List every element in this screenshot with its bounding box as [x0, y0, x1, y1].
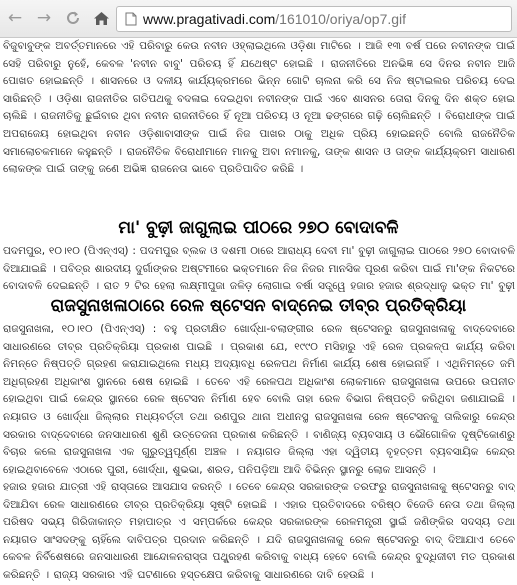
reload-icon[interactable]	[62, 7, 84, 29]
home-icon[interactable]	[90, 7, 112, 29]
article-dateline-paragraph: ପଦମପୁର, ୧୦।୧୦ (ପିଏନ୍ଏସ୍) : ପଦମପୁର ବ୍ଲକ ଓ ଦଶମୀ ୦ାରେ ଆରାଧ୍ୟ ଦେବୀ ମା' ବୁଢ଼ୀ ଜାଗୁଲାଇ ପାଠରେ ୨୭୦ ବୋଦାବଳି ଦିଆଯାଇଛି । ପବିତ୍ର ଶାରଦୀୟ ଦୁର୍ଗାଙ୍କର ଅଷ୍ଟମୀରେ ଭକ୍ତମାନେ ନିଜ ନିଜର ମାନସିକ ପୂରଣ କରିବା ପାଇଁ ମା'ଙ୍କ ନିକଟରେ ବୋଦାବଳି ଦେଇଛନ୍ତି । ରାତ ୨ ଟିର ହେଲା ଲକ୍ଷ୍ମୀପୁଜା ଜଳିଡ଼ ଲୋଗାଇ ବର୍ଷା ସତ୍ତ୍ୱେ ହଜାର ହଜାର ଶ୍ରଦ୍ଧାଳୁ ଭକ୍ତ ମା' ବୁଢ଼ୀ	[3, 245, 515, 293]
article-paragraph: ରାଜସୁନାଖଳା, ୧୦।୧୦ (ପିଏନ୍ଏସ୍) : ବହୁ ପ୍ରତୀକ୍ଷିତ ଖୋର୍ଦ୍ଧା-ବଲାଙ୍ଗୀର ରେଳ ଷ୍ଟେସନରୁ ରାଜସୁନାଖଳାକୁ ବାଦ୍‌ଦେବାରେ ସାଧାରଣରେ ତୀବ୍ର ପ୍ରତିକ୍ରିୟା ପ୍ରକାଶ ପାଇଛି । ପ୍ରକାଶ ଯେ, ୧୯୯୦ ମସିହାରୁ ଏହି ରେଳ ପ୍ରକଳ୍ପ କାର୍ଯ୍ୟ କରିବା ନିମନ୍ତେ ନିଷ୍ପତ୍ତି ଗ୍ରହଣ କରାଯାଇଥିଲେ ମଧ୍ୟ ଅଦ୍ୟାବଧି ରେଳପଥ ନିର୍ମାଣ କାର୍ଯ୍ୟ ଶେଷ ହୋଇନାହିଁ । ଏଥିନିମନ୍ତେ ଜମି ଅଧିଗ୍ରହଣ ଅଧିକାଂଶ ସ୍ଥାନରେ ଶେଷ ହୋଇଛି । ତେବେ ଏହି ରେଳପଥ ଅଧିକାଂଶ ଲୋକମାନେ ରାଜସୁନାଖଳା ଉପରେ ଉପନୀତ ହୋଇଥିବା ପାଇଁ କେନ୍ଦ୍ର ସ୍ଥାନରେ ରେଳ ଷ୍ଟେସନ ନିର୍ମାଣ ହେବ ବୋଲି ତାହା ରେଳ ବିଭାଗ ନିଷ୍ପତ୍ତି କରିଥିବା ଜଣାଯାଇଛି । ନୟାଗଡ ଓ ଖୋର୍ଦ୍ଧା ଜିଲ୍ଲାର ମଧ୍ୟବର୍ତ୍ତୀ ତଥା ରଣପୁର ଥାନା ଅଧୀନସ୍ଥ ରାଜସୁନାଖଳା ରେଳ ଷ୍ଟେସନକୁ ତାଲିକାରୁ କେନ୍ଦ୍ର ସରକାର ବାଦ୍‌ଦେବାରେ ଜନସାଧାରଣ ଶୁଣି ଉତ୍ତେଜନା ପ୍ରକାଶ କରିଛନ୍ତି । ବାଣିଜ୍ୟ ବ୍ୟବସାୟ ଓ ଭୌଗୋଳିକ ଦୃଷ୍ଟିକୋଣରୁ ବିଚାର କଲେ ରାଜସୁନାଖଳା ଏକ ଗୁରୁତ୍ୱପୂର୍ଣ୍ଣ ଅଞ୍ଚଳ । ନୟାଗଡ ଜିଲ୍ଲା ଏହା ଦ୍ୱିତୀୟ ବୃହତ୍ତମ ବ୍ୟବସାୟିକ କେନ୍ଦ୍ର ହୋଇଥିବାବେଳେ ଏଠାରେ ପୁରୀ, ଖୋର୍ଦ୍ଧା, ଶୁଭଭା, ଶରଡ, ପନିପଡ଼ିଆ ଆଦି ବିଭିନ୍ନ ସ୍ଥାନରୁ ଲୋକ ଆସନ୍ତି ।	[3, 323, 515, 476]
house-icon	[93, 10, 110, 27]
reload-arrow-icon	[65, 10, 81, 26]
article-paragraph: ହଜାର ହଜାର ଯାତ୍ରୀ ଏହି ରାସ୍ତାରେ ଆସଯାସ କରନ୍ତି । ତେବେ କେନ୍ଦ୍ର ସରକାରଙ୍କ ତରଫରୁ ରାଜସୁନାଖଳାକୁ ଷ୍ଟେସନରୁ ବାଦ୍ ଦିଆଯିବା ରେଳ ସାଧାରଣରେ ତୀବ୍ର ପ୍ରତିକ୍ରିୟା ସୃଷ୍ଟି ହୋଇଛି । ଏହାର ପ୍ରତିବାଦରେ ବରିଷ୍ଠ ବିଜେଡି ନେତା ତଥା ଜିଲ୍ଲା ପରିଷଦ ସଭ୍ୟ ଗିରିଜାକାନ୍ତ ମହାପାତ୍ର ଏ ସମ୍ପର୍କରେ କେନ୍ଦ୍ର ସରକାରଙ୍କ ରେଳମନ୍ତ୍ରୀ ସ୍ଥାଇଁ ଜଣିଙ୍କିର ସଦସ୍ୟ ତଥା ନୟାଗଡ ସାଂସଦଙ୍କୁ ଚାହିଁଲେ ଦାବିପତ୍ର ପ୍ରଦାନ କରିଛନ୍ତି । ଯଦି ରାଜସୁନାଖଳାକୁ ରେଳ ଷ୍ଟେସନରୁ ବାଦ୍ ଦିଆଯାଏ ତେବେ କେବଳ ନିର୍ବିଶେଷରେ ଜନସାଧାରଣ ଆନ୍ଦୋଳନରାସ୍ତା ପଥ୍ଗ୍ରହଣ କରିବାକୁ ବାଧ୍ୟ ହେବେ ବୋଲି କେନ୍ଦ୍ର ବୁଦ୍ଧିଜୀବୀ ମତ ପ୍ରକାଶ କରିଛନ୍ତି । ରାଜ୍ୟ ସରକାର ଏହି ଘଟଣାରେ ହସ୍ତକ୍ଷେପ କରିବାକୁ ସାଧାରଣରେ ଦାବି ହେଉଛି ।	[3, 481, 515, 581]
headline-rail-station: ରାଜସୁନାଖଳାଠାରେ ରେଳ ଷ୍ଟେସନ ବାଦ୍‌ନେଇ ତୀବ୍ର ପ୍ରତିକ୍ରିୟା	[50, 296, 467, 316]
url-path: /161010/oriya/op7.gif	[275, 11, 407, 27]
article-paragraph: ବିଜୁବାବୁଙ୍କ ଅବର୍ତ୍ତମାନରେ ଏହି ପରିବାରୁ କେଉ ନବୀନ ଓହ୍ଲାଇଥିଲେ ଓଡ଼ିଶା ମାଟିରେ । ଆଜି ୧୩ ବର୍ଷ ପରେ ନବୀନଙ୍କ ପାଇଁ ସେହି ପରିବାରୁ ନୁହେଁ, କେବଳ 'ନବୀନ ବାବୁ' ପରିଚୟ ହିଁ ଯଥେଷ୍ଟ ହୋଇଛି । ରାଜନୀତିରେ ଅନଭିଜ୍ଞ ସେ ଦିନର ନବୀନ ଆଜି ପୋଖତ ହୋଇଛନ୍ତି । ଶାସନରେ ଓ ଦଳୀୟ କାର୍ଯ୍ୟକ୍ରମରେ ଭିନ୍ନ ଗୋଟି ଚାଲନା କରି ସେ ନିଜ ଷ୍ଟାଇଲର ପରିଚୟ ଦେଇ ସାରିଛନ୍ତି । ଓଡ଼ିଶା ରାଜନୀତିର ଗତିପଥକୁ ବଦଳାଇ ଦେଇଥିବା ନବୀନଙ୍କ ପାଇଁ ଏବେ ଶାସନର ତୋରା ଦିନକୁ ଦିନ ଶକ୍ତ ହୋଇ ଚାଲିଛି । ରାଜନୀତିକୁ ଛୁଇଁବାର ଥିବା ନବୀନ ରାଜନୀତିରେ ହିଁ ନୂଆ ପରିଚୟ ଓ ନୂଆ ଢଙ୍ଗରେ ଗଢ଼ି ଚୋଲିଛନ୍ତି । ବିରୋଧୀଙ୍କ ପାଇଁ ଅପରାଜେୟ ହୋଇଥିବା ନବୀନ ଓଡ଼ିଶାବାସୀଙ୍କ ପାଇଁ ନିଜ ପାଖର ୦ାକୁ ଅଧିକ ପ୍ରିୟ ହୋଇଛନ୍ତି ବୋଲି ରାଜନୈତିକ ସମାଲୋଚକମାନେ କହୁଛନ୍ତି । ରାଜନୈତିକ ବିରୋଧୀମାନେ ମାନକୁ ଅବା ନମାନକୁ, ତାଙ୍କ ଶାସନ ଓ ତାଙ୍କ କାର୍ଯ୍ୟକ୍ରମ ସାଧାରଣ ଲୋକଙ୍କ ପାଇଁ ତାଙ୍କୁ ଜଣେ ଅଭିଜ୍ଞ ରାଜନେତା ଭାବେ ପ୍ରତିପାଦିତ କରିଛି ।	[3, 40, 515, 176]
newspaper-page-image	[0, 38, 517, 585]
headline-bodabali: ମା' ବୁଢ଼ୀ ଜାଗୁଲାଇ ପୀଠରେ ୨୭୦ ବୋଦାବଳି	[118, 218, 399, 238]
forward-arrow-icon[interactable]: →	[36, 8, 52, 28]
back-arrow-icon[interactable]: ←	[7, 8, 23, 28]
url-domain: www.pragativadi.com	[143, 11, 276, 27]
url-text	[143, 11, 406, 27]
address-bar[interactable]	[116, 6, 512, 32]
browser-toolbar	[0, 0, 517, 38]
page-icon	[124, 12, 138, 26]
